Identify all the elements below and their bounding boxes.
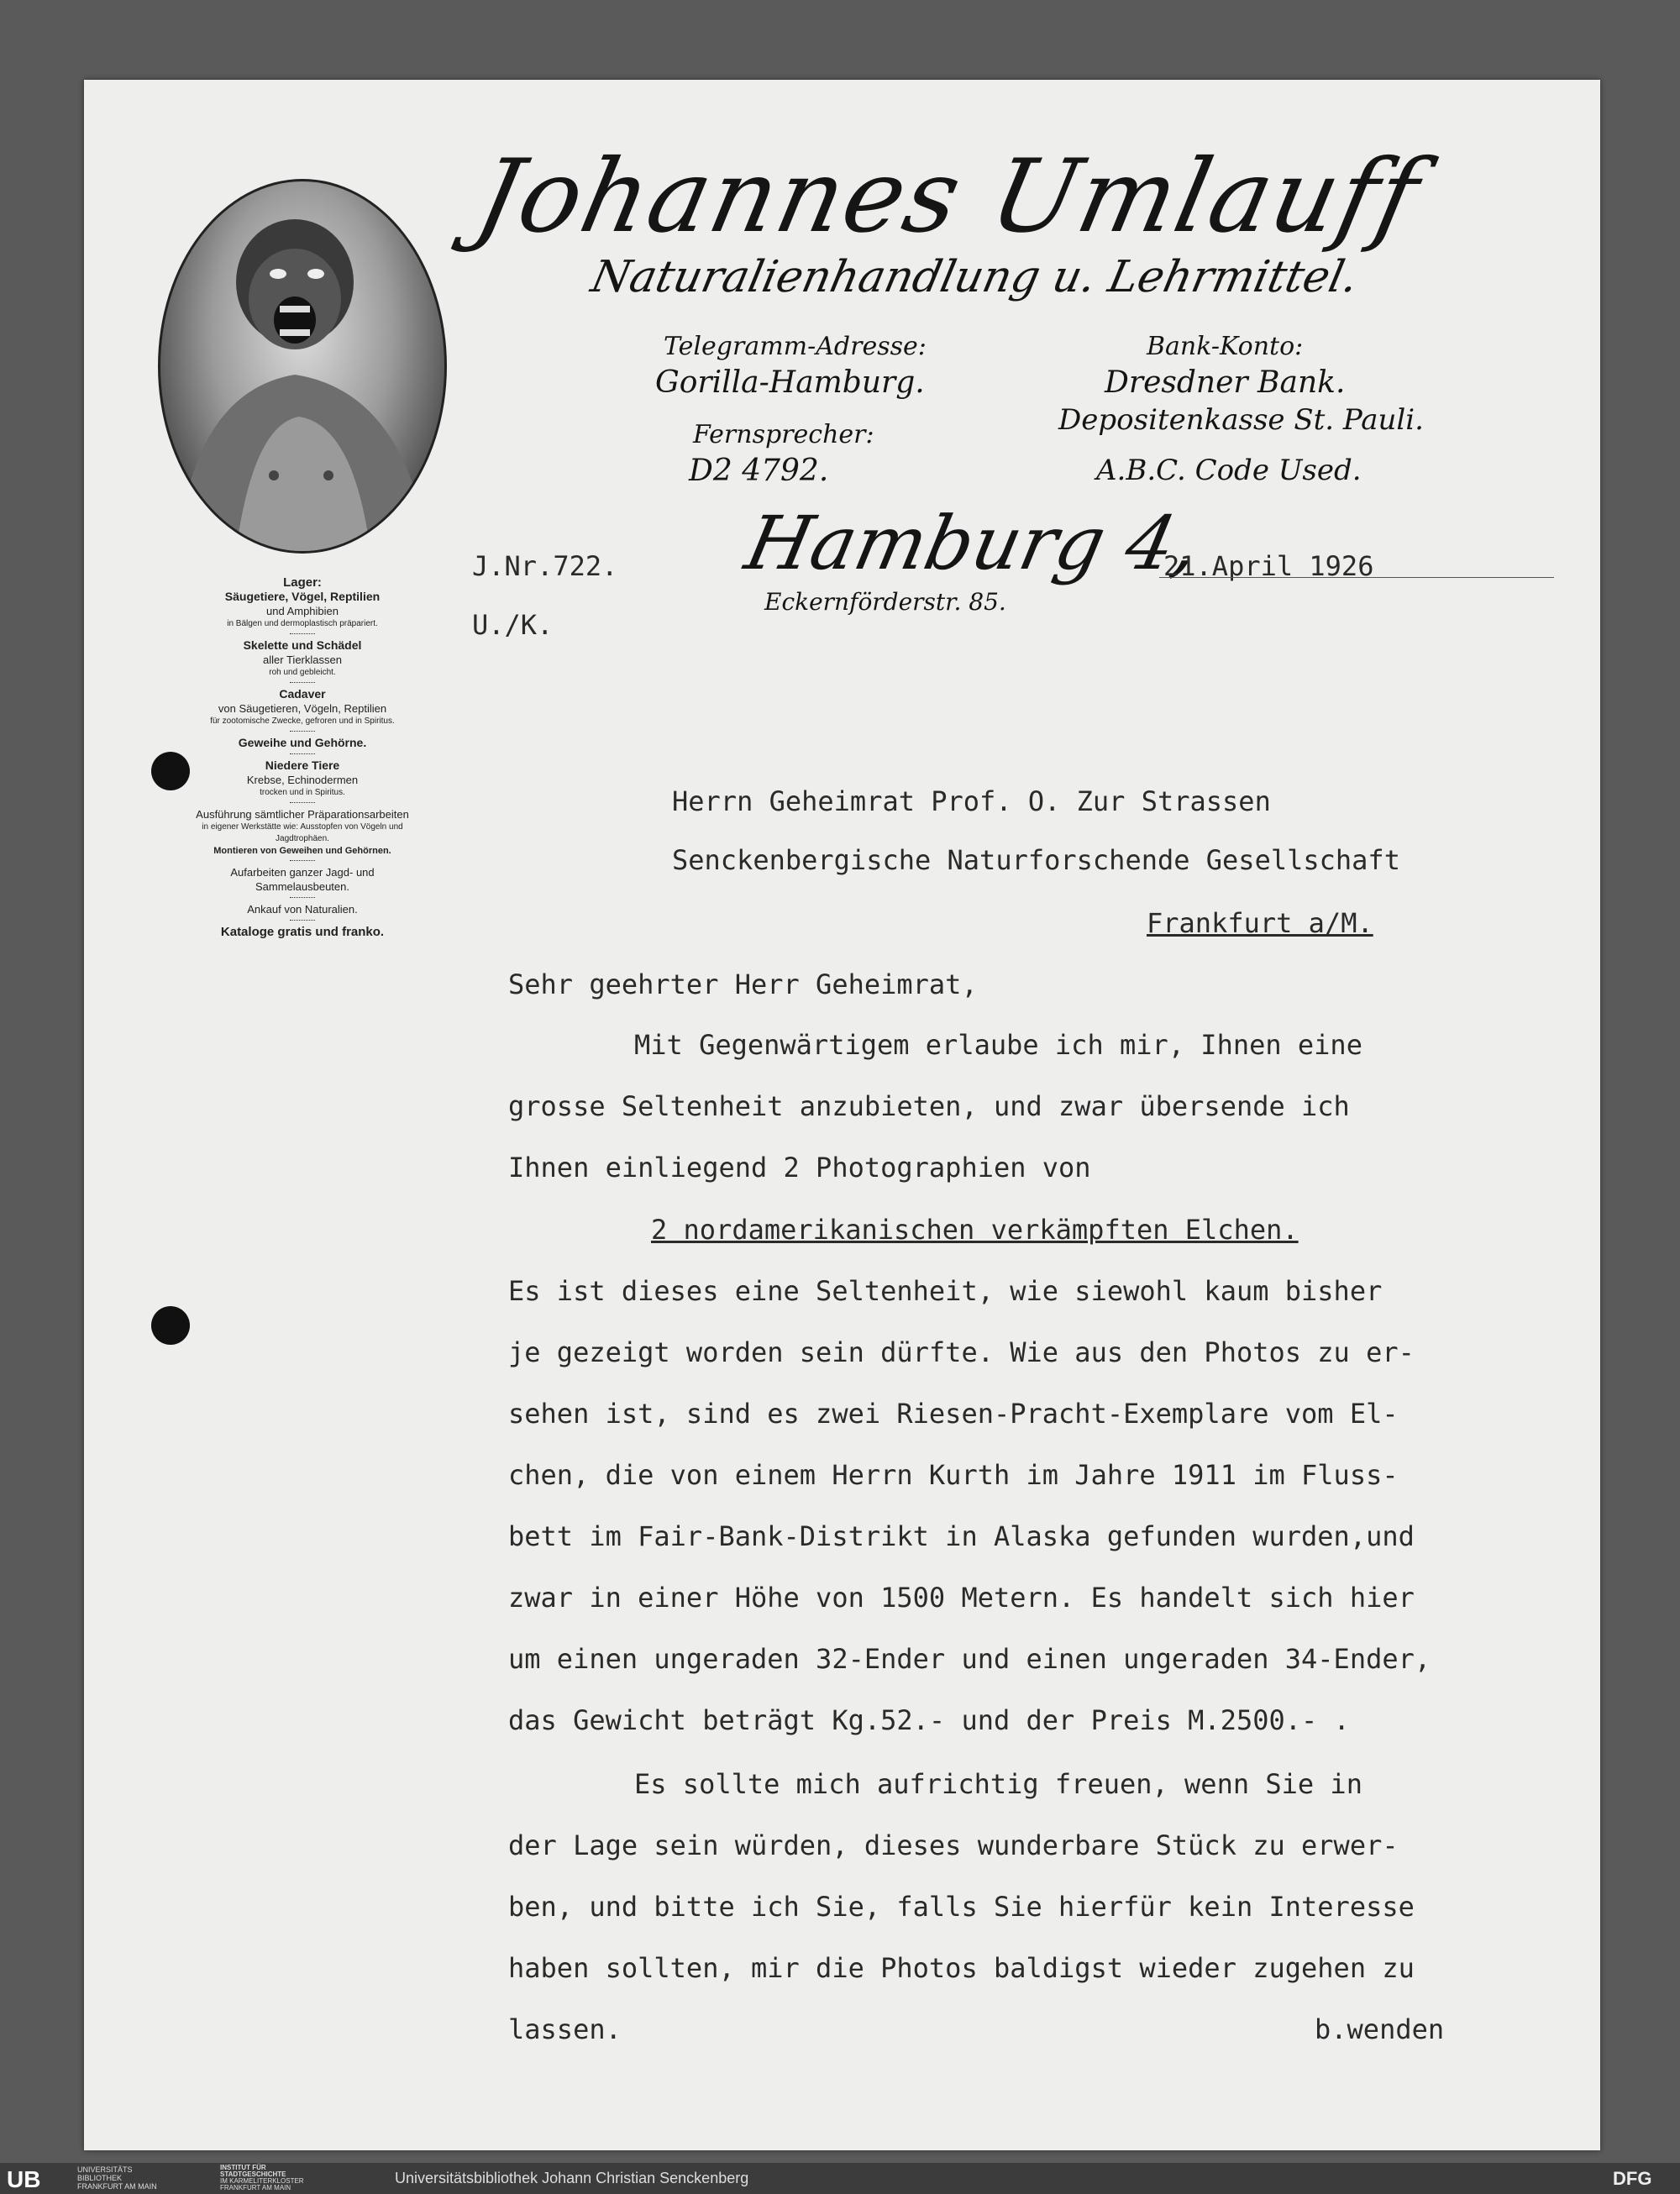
code-used: A.B.C. Code Used. [1096,454,1362,487]
isg-text-1: INSTITUT FÜR [220,2164,266,2171]
sidebar-mammals-note: in Bälgen und dermoplastisch präpariert. [227,619,378,628]
bank-label: Bank-Konto: [1147,332,1304,361]
street-address: Eckernförderstr. 85. [764,588,1006,616]
recipient-line-1: Herrn Geheimrat Prof. O. Zur Strassen [672,785,1271,817]
body-line-1: Mit Gegenwärtigem erlaube ich mir, Ihnen eine [634,1029,1362,1061]
isg-text-3: IM KARMELITERKLOSTER [220,2177,304,2185]
ub-text-1: UNIVERSITÄTS [77,2165,133,2174]
telegram-value: Gorilla-Hamburg. [655,365,925,400]
sidebar-services [193,575,412,939]
recipient-line-2: Senckenbergische Naturforschende Gesellschaft [672,844,1400,876]
punch-hole-top [151,752,190,790]
city-hamburg: Hamburg 4, [738,500,1207,586]
bank-branch: Depositenkasse St. Pauli. [1058,403,1424,437]
sidebar-title: Lager: [283,575,322,590]
isg-text [220,2165,304,2191]
footer-library-name: Universitätsbibliothek Johann Christian Senckenberg [395,2170,749,2186]
body-line-17: lassen. [508,2013,622,2045]
ub-text [77,2165,157,2191]
body-line-11: um einen ungeraden 32-Ender und einen ungeraden 34-Ender, [508,1643,1431,1675]
sidebar-lower-animals: Niedere Tiere [265,758,340,772]
letter-page [84,80,1600,2150]
body-line-10: zwar in einer Höhe von 1500 Metern. Es handelt sich hier [508,1582,1415,1614]
body-line-14: der Lage sein würden, dieses wunderbare Stück zu erwer- [508,1829,1399,1861]
isg-text-4: FRANKFURT AM MAIN [220,2184,291,2191]
salutation: Sehr geehrter Herr Geheimrat, [508,968,978,1000]
body-line-5: Es ist dieses eine Seltenheit, wie siewohl kaum bisher [508,1275,1383,1307]
body-line-12: das Gewicht beträgt Kg.52.- und der Preis M.2500.- . [508,1704,1350,1736]
body-line-3: Ihnen einliegend 2 Photographien von [508,1152,1091,1184]
body-line-4: 2 nordamerikanischen verkämpften Elchen. [651,1214,1299,1246]
gorilla-drawing [160,181,444,551]
sidebar-preparation: Ausführung sämtlicher Präparationsarbeiten [196,808,409,821]
sidebar-catalogues: Kataloge gratis und franko. [220,925,385,939]
sidebar-processing: Aufarbeiten ganzer Jagd- und Sammelausbeuten. [230,866,375,893]
company-subtitle: Naturalienhandlung u. Lehrmittel. [586,252,1363,302]
sidebar-skeletons: Skelette und Schädel [243,638,362,652]
turn-over-note: b.wenden [1315,2013,1445,2045]
sidebar-amphibians: und Amphibien [265,605,339,617]
initials: U./K. [472,609,554,641]
sidebar-cadaver-note: für zootomische Zwecke, gefroren und in Spiritus. [210,716,395,726]
company-name: Johannes Umlauff [466,139,1431,255]
phone-label: Fernsprecher: [693,420,874,449]
phone-value: D2 4792. [689,454,829,488]
sidebar-cadaver-list: von Säugetieren, Vögeln, Reptilien [218,702,387,715]
body-line-8: chen, die von einem Herrn Kurth im Jahre 1911 im Fluss- [508,1459,1399,1491]
sidebar-mounting: Montieren von Geweihen und Gehörnen. [213,846,391,856]
gorilla-portrait [158,179,447,554]
sidebar-mammals: Säugetiere, Vögel, Reptilien [224,590,381,603]
body-line-6: je gezeigt worden sein dürfte. Wie aus den Photos zu er- [508,1336,1415,1368]
punch-hole-bottom [151,1306,190,1345]
letter-date: 21.April 1926 [1163,550,1374,582]
sidebar-crabs-note: trocken und in Spiritus. [260,788,345,797]
ub-text-2: BIBLIOTHEK [77,2174,123,2182]
body-line-13: Es sollte mich aufrichtig freuen, wenn Sie in [634,1768,1362,1800]
date-underline [1159,577,1554,578]
bank-name: Dresdner Bank. [1105,365,1346,400]
isg-text-2: STADTGESCHICHTE [220,2170,286,2178]
body-line-16: haben sollten, mir die Photos baldigst wieder zugehen zu [508,1952,1415,1984]
sidebar-crabs: Krebse, Echinodermen [246,774,359,786]
body-line-9: bett im Fair-Bank-Distrikt in Alaska gefunden wurden,und [508,1520,1415,1552]
telegram-label: Telegramm-Adresse: [664,332,927,361]
recipient-line-3: Frankfurt a/M. [1147,907,1373,939]
dfg-logo: DFG [1613,2168,1652,2189]
sidebar-skeletons-note: roh und gebleicht. [269,668,336,677]
body-line-2: grosse Seltenheit anzubieten, und zwar übersende ich [508,1090,1350,1122]
archive-footer [0,2163,1680,2194]
sidebar-purchase: Ankauf von Naturalien. [247,903,358,916]
body-line-7: sehen ist, sind es zwei Riesen-Pracht-Exemplare vom El- [508,1398,1399,1430]
ub-text-3: FRANKFURT AM MAIN [77,2182,157,2191]
sidebar-preparation-note: in eigener Werkstätte wie: Ausstopfen von Vögeln und Jagdtrophäen. [202,822,403,843]
ub-logo: UB [7,2166,41,2192]
body-line-15: ben, und bitte ich Sie, falls Sie hierfür kein Interesse [508,1891,1415,1923]
sidebar-cadaver: Cadaver [279,687,326,701]
sidebar-skeletons-classes: aller Tierklassen [263,653,342,666]
sidebar-antlers: Geweihe und Gehörne. [238,736,367,749]
journal-number: J.Nr.722. [472,550,618,582]
